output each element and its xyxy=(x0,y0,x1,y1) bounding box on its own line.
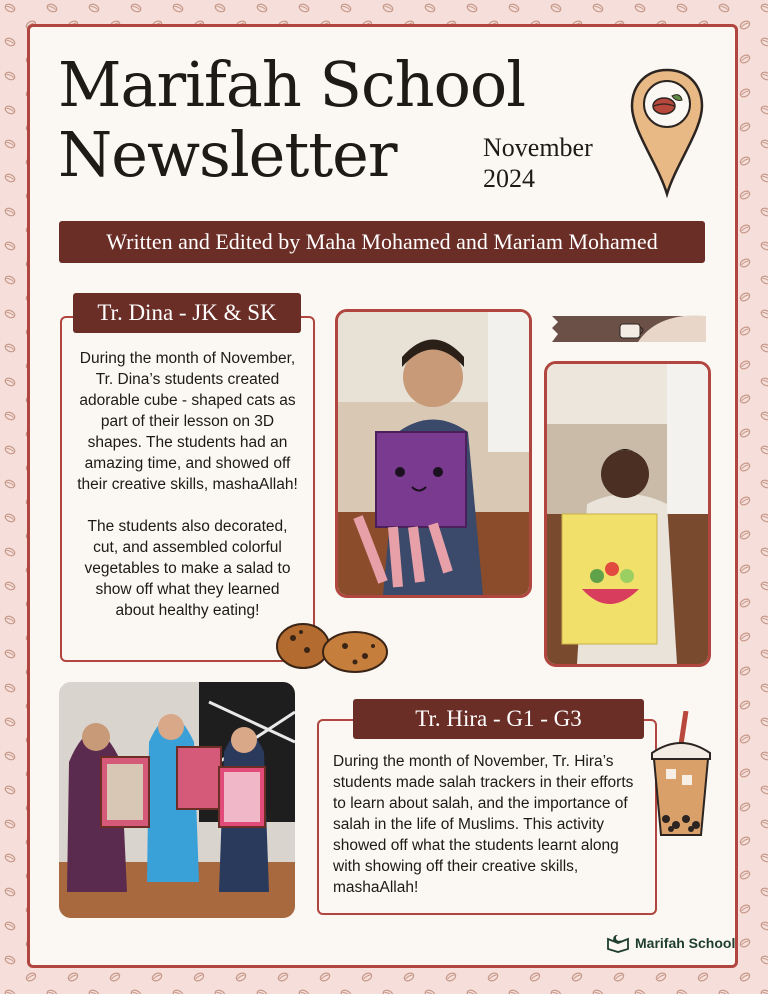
book-crescent-icon xyxy=(606,933,630,953)
logo-text: Marifah School xyxy=(635,935,736,951)
school-logo xyxy=(606,933,735,953)
photo-boy-cube-cat xyxy=(335,309,532,598)
cookies-icon xyxy=(275,618,391,676)
hira-text-box xyxy=(317,719,657,915)
page-title xyxy=(58,50,525,190)
title-line-1: Marifah School xyxy=(58,48,526,121)
photo-girls-salah-trackers xyxy=(59,682,295,918)
dina-heading: Tr. Dina - JK & SK xyxy=(73,293,301,333)
issue-date xyxy=(483,132,593,194)
map-pin-icon xyxy=(628,66,706,198)
title-line-2: Newsletter xyxy=(58,118,397,191)
issue-month: November xyxy=(483,133,593,162)
byline-banner: Written and Edited by Maha Mohamed and Mariam Mohamed xyxy=(59,221,705,263)
photo-girl-salad xyxy=(544,361,711,667)
hira-heading: Tr. Hira - G1 - G3 xyxy=(353,699,644,739)
dina-paragraph-2: The students also decorated, cut, and assembled colorful vegetables to make a salad to show off what they learned about healthy eating! xyxy=(84,518,291,619)
bubble-tea-icon xyxy=(646,711,716,839)
hira-paragraph: During the month of November, Tr. Hira’s students made salah trackers in their efforts to learn about salah, and the importance of salah in the life of Muslims. This activity showed off what the students learnt along with showing off their creative skills, mashaAllah! xyxy=(333,753,634,896)
coffee-cup-tape-icon xyxy=(548,312,710,346)
issue-year: 2024 xyxy=(483,164,535,193)
dina-text-box xyxy=(60,316,315,662)
dina-paragraph-1: During the month of November, Tr. Dina’s students created adorable cube - shaped cats as part of their lesson on 3D shapes. The students had an amazing time, and showed off their creative skills, mashaAllah! xyxy=(77,350,298,493)
